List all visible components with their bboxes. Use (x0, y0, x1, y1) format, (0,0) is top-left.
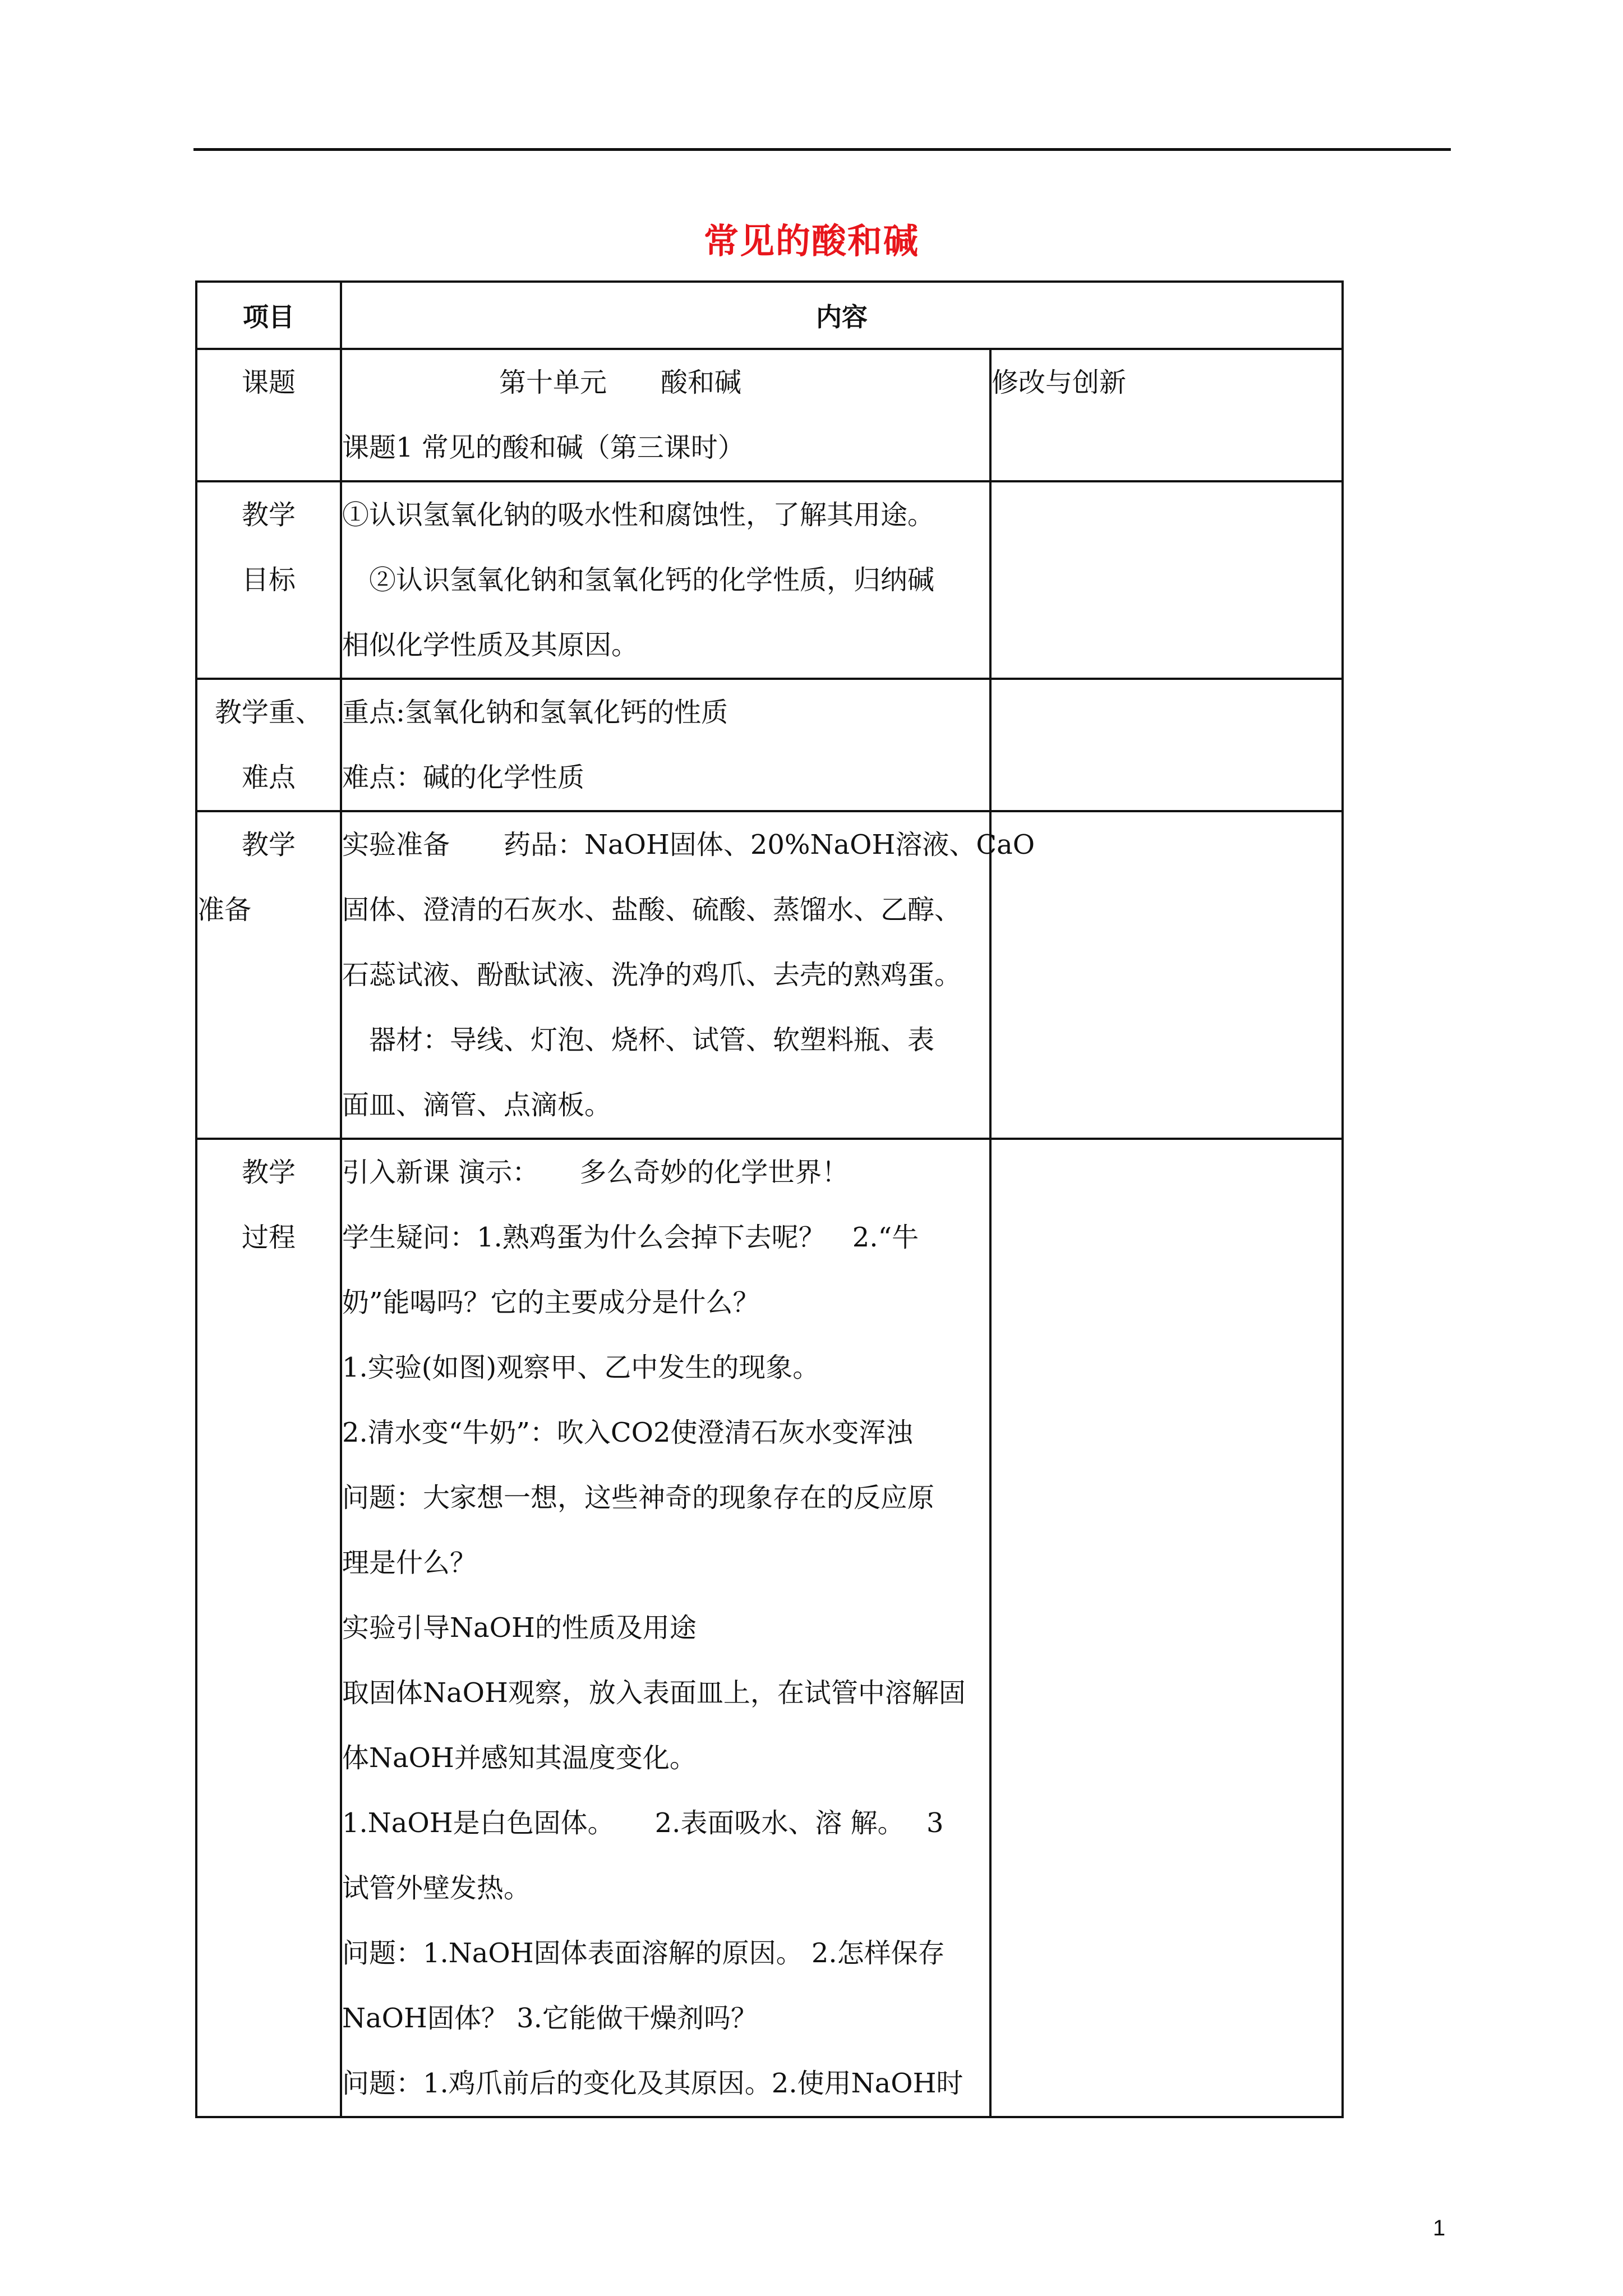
revision-notes-cell (990, 481, 1343, 679)
content-line: 固体、澄清的石灰水、盐酸、硫酸、蒸馏水、乙醇、 (342, 894, 962, 926)
content-line: 问题：1.NaOH固体表面溶解的原因。 2.怎样保存 (342, 1938, 945, 1969)
content-line: 体NaOH并感知其温度变化。 (342, 1742, 697, 1774)
revision-notes-cell: 修改与创新 (990, 349, 1343, 481)
content-line: 实验引导NaOH的性质及用途 (342, 1612, 697, 1644)
row-label (196, 481, 341, 679)
row-label-line: 课题 (241, 367, 296, 398)
key-points-row (196, 679, 1343, 811)
content-line: 面皿、滴管、点滴板。 (342, 1089, 612, 1121)
content-line: ①认识氢氧化钠的吸水性和腐蚀性，了解其用途。 (342, 499, 935, 531)
objectives-row (196, 481, 1343, 679)
row-label-line: 教学重、 (214, 697, 322, 728)
topic-row (196, 349, 1343, 481)
row-label-line: 准备 (197, 894, 252, 926)
row-label-line: 教学 (241, 1157, 296, 1188)
row-content (341, 679, 990, 811)
content-line: 问题：1.鸡爪前后的变化及其原因。2.使用NaOH时 (342, 2068, 963, 2099)
page-number: 1 (1433, 2216, 1446, 2240)
document-title: 常见的酸和碱 (703, 220, 919, 261)
header-rule (193, 148, 1451, 151)
revision-notes-cell (990, 811, 1343, 1139)
table-header-row (196, 282, 1343, 349)
revision-notes-cell (990, 679, 1343, 811)
row-label-line: 目标 (241, 564, 296, 596)
content-line: 器材：导线、灯泡、烧杯、试管、软塑料瓶、表 (342, 1024, 935, 1056)
preparation-row (196, 811, 1343, 1139)
content-line: 2.清水变“牛奶”：吹入CO2使澄清石灰水变浑浊 (342, 1417, 913, 1448)
content-line: 学生疑问：1.熟鸡蛋为什么会掉下去呢？ 2.“牛 (342, 1222, 919, 1253)
row-label-line: 教学 (241, 499, 296, 531)
content-line: 问题：大家想一想，这些神奇的现象存在的反应原 (342, 1482, 935, 1513)
revision-notes-cell (990, 1139, 1343, 2117)
content-line: 理是什么？ (342, 1547, 477, 1579)
row-label-line: 难点 (241, 762, 296, 793)
row-content (341, 1139, 990, 2117)
row-label (196, 1139, 341, 2117)
content-line: 试管外壁发热。 (342, 1872, 531, 1904)
content-line: 1.实验(如图)观察甲、乙中发生的现象。 (342, 1352, 820, 1383)
content-line: 石蕊试液、酚酞试液、洗净的鸡爪、去壳的熟鸡蛋。 (342, 959, 962, 991)
row-label-line: 过程 (241, 1222, 296, 1253)
content-line: 第十单元 酸和碱 (499, 367, 742, 398)
row-label (196, 811, 341, 1139)
content-line: 重点:氢氧化钠和氢氧化钙的性质 (342, 697, 728, 728)
row-content (341, 811, 1035, 1139)
content-line: 取固体NaOH观察，放入表面皿上，在试管中溶解固 (342, 1677, 966, 1709)
content-line: 奶”能喝吗？它的主要成分是什么？ (342, 1287, 760, 1318)
content-line: 引入新课 演示： 多么奇妙的化学世界！ (342, 1157, 849, 1188)
header-content: 内容 (341, 282, 1343, 349)
row-label-line: 教学 (241, 829, 296, 861)
row-content (341, 481, 990, 679)
row-label (196, 679, 341, 811)
process-row (196, 1139, 1343, 2117)
content-line: 实验准备 药品：NaOH固体、20%NaOH溶液、CaO (342, 829, 1035, 861)
header-item: 项目 (196, 282, 341, 349)
row-label (196, 349, 341, 481)
row-content (341, 349, 990, 481)
content-line: 相似化学性质及其原因。 (342, 629, 639, 661)
content-line: 难点：碱的化学性质 (342, 762, 585, 793)
content-line: 1.NaOH是白色固体。 2.表面吸水、溶 解。 3 (342, 1807, 944, 1839)
lesson-plan-table (195, 280, 1344, 2118)
content-line: NaOH固体？ 3.它能做干燥剂吗？ (342, 2003, 758, 2034)
content-line: 课题1 常见的酸和碱（第三课时） (342, 432, 745, 463)
content-line: ②认识氢氧化钠和氢氧化钙的化学性质，归纳碱 (342, 564, 935, 596)
